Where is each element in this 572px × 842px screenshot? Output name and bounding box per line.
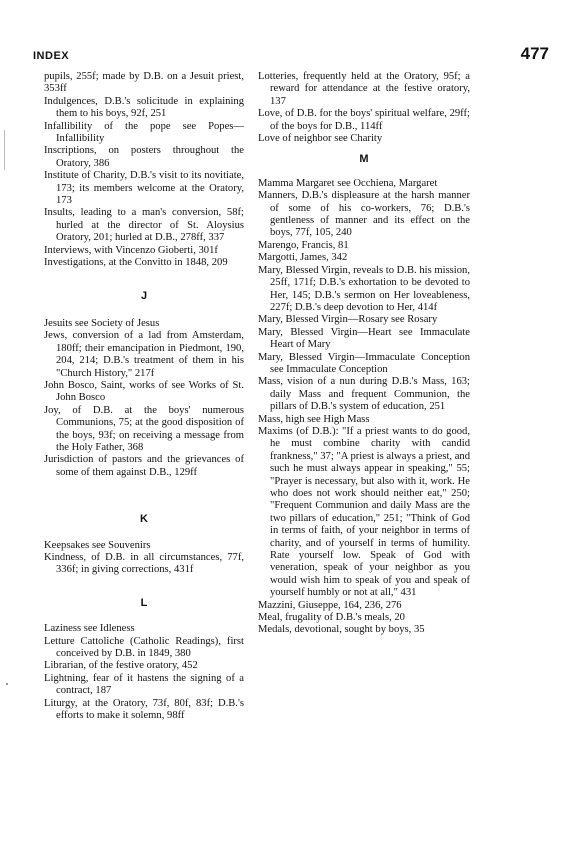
index-entry: Love of neighbor see Charity — [258, 133, 383, 145]
index-entry: Keepsakes see Souvenirs — [44, 539, 151, 551]
index-entry: John Bosco, Saint, works of see Works of St. John Bosco — [44, 379, 244, 404]
index-entry: Joy, of D.B. at the boys' numerous Communions, 75; at the good disposition of the boys, 93f; on receiving a message from the Holy Father, 368 — [44, 404, 244, 453]
section-letter-k: K — [140, 513, 148, 526]
index-entry: Maxims (of D.B.): "If a priest wants to do good, he must combine charity with candid frankness," 37; "A priest is always a priest, and such he must always appear in speaking," 55; "Prayer is necessary, but also with it, work. He who does not work should neither eat," 250; "Frequent Communion and daily Mass are the two pillars of education," 251; "Think of God in terms of faith, of your neighbor in terms of charity, and of yourself in terms of humility. Rate yourself low. Speak of God with veneration, speak of your neighbor as you would wish him to speak of you and speak of yourself humbly or not at all," 431 — [258, 425, 470, 599]
left-index-column — [44, 71, 244, 722]
index-entry: Mary, Blessed Virgin, reveals to D.B. his mission, 25ff, 171f; D.B.'s exhortation to be devoted to Her, 145; D.B.'s sermon on Her loveableness, 227f; D.B.'s deep devotion to Her, 414f — [258, 264, 470, 313]
index-entry: Jurisdiction of pastors and the grievances of some of them against D.B., 129ff — [44, 454, 244, 478]
right-index-column — [258, 71, 470, 637]
index-entry: Mazzini, Giuseppe, 164, 236, 276 — [258, 599, 402, 611]
index-entry: Mamma Margaret see Occhiena, Margaret — [258, 177, 438, 189]
index-entry: Investigations, at the Convitto in 1848, 209 — [44, 257, 228, 269]
index-entry: Jews, conversion of a lad from Amsterdam, 180ff; their emancipation in Piedmont, 190, 204, 214; D.B.'s treatment of them in his "Church History," 217f — [44, 330, 244, 379]
index-entry: Medals, devotional, sought by boys, 35 — [258, 624, 425, 636]
index-entry: Insults, leading to a man's conversion, 58f; hurled at the director of St. Aloysius Oratory, 201; hurled at D.B., 278ff, 337 — [44, 207, 244, 244]
index-entry: Interviews, with Vincenzo Gioberti, 301f — [44, 244, 218, 256]
page-number: 477 — [520, 44, 549, 63]
index-entry: Mary, Blessed Virgin—Rosary see Rosary — [258, 314, 438, 326]
section-letter-m: M — [359, 153, 369, 166]
index-entry: Liturgy, at the Oratory, 73f, 80f, 83f; D.B.'s efforts to make it solemn, 98ff — [44, 697, 244, 722]
index-entry: Jesuits see Society of Jesus — [44, 317, 160, 329]
index-entry: Letture Cattoliche (Catholic Readings), first conceived by D.B. in 1849, 380 — [44, 635, 244, 660]
index-entry: Inscriptions, on posters throughout the Oratory, 386 — [44, 145, 244, 169]
index-entry: Manners, D.B.'s displeasure at the harsh manner of some of his co-workers, 76; D.B.'s gentleness of manner and its effect on the boys, 77f, 105, 240 — [258, 190, 470, 239]
index-entry: Lightning, fear of it hastens the signing of a contract, 187 — [44, 672, 244, 697]
section-letter-j: J — [140, 289, 148, 302]
index-entry: Marengo, Francis, 81 — [258, 239, 349, 251]
index-entry: Kindness, of D.B. in all circumstances, 77f, 336f; in giving corrections, 431f — [44, 552, 244, 576]
index-entry: Meal, frugality of D.B.'s meals, 20 — [258, 612, 405, 624]
index-entry: Love, of D.B. for the boys' spiritual welfare, 29ff; of the boys for D.B., 114ff — [258, 108, 470, 132]
index-entry: Laziness see Idleness — [44, 623, 135, 635]
index-entry: Mass, high see High Mass — [258, 413, 370, 425]
index-entry: Mass, vision of a nun during D.B.'s Mass, 163; daily Mass and frequent Communion, the pillars of D.B.'s system of education, 251 — [258, 376, 470, 413]
running-head — [33, 44, 549, 66]
running-title: INDEX — [33, 50, 70, 62]
section-letter-l: L — [140, 596, 148, 609]
index-entry: Infallibility of the pope see Popes—Infallibility — [44, 120, 244, 145]
scan-margin-mark — [4, 130, 5, 170]
scan-dust-speck — [6, 683, 8, 685]
index-entry: Indulgences, D.B.'s solicitude in explaining them to his boys, 92f, 251 — [44, 95, 244, 120]
index-entry: Mary, Blessed Virgin—Immaculate Conception see Immaculate Conception — [258, 351, 470, 375]
index-entry: Mary, Blessed Virgin—Heart see Immaculate Heart of Mary — [258, 326, 470, 351]
index-entry: Institute of Charity, D.B.'s visit to its novitiate, 173; its members welcome at the Oratory, 173 — [44, 170, 244, 207]
index-entry: Lotteries, frequently held at the Oratory, 95f; a reward for attendance at the festive oratory, 137 — [258, 71, 470, 107]
index-entry-continued: pupils, 255f; made by D.B. on a Jesuit priest, 353ff — [44, 71, 244, 95]
index-entry: Librarian, of the festive oratory, 452 — [44, 660, 198, 672]
index-entry: Margotti, James, 342 — [258, 252, 348, 264]
